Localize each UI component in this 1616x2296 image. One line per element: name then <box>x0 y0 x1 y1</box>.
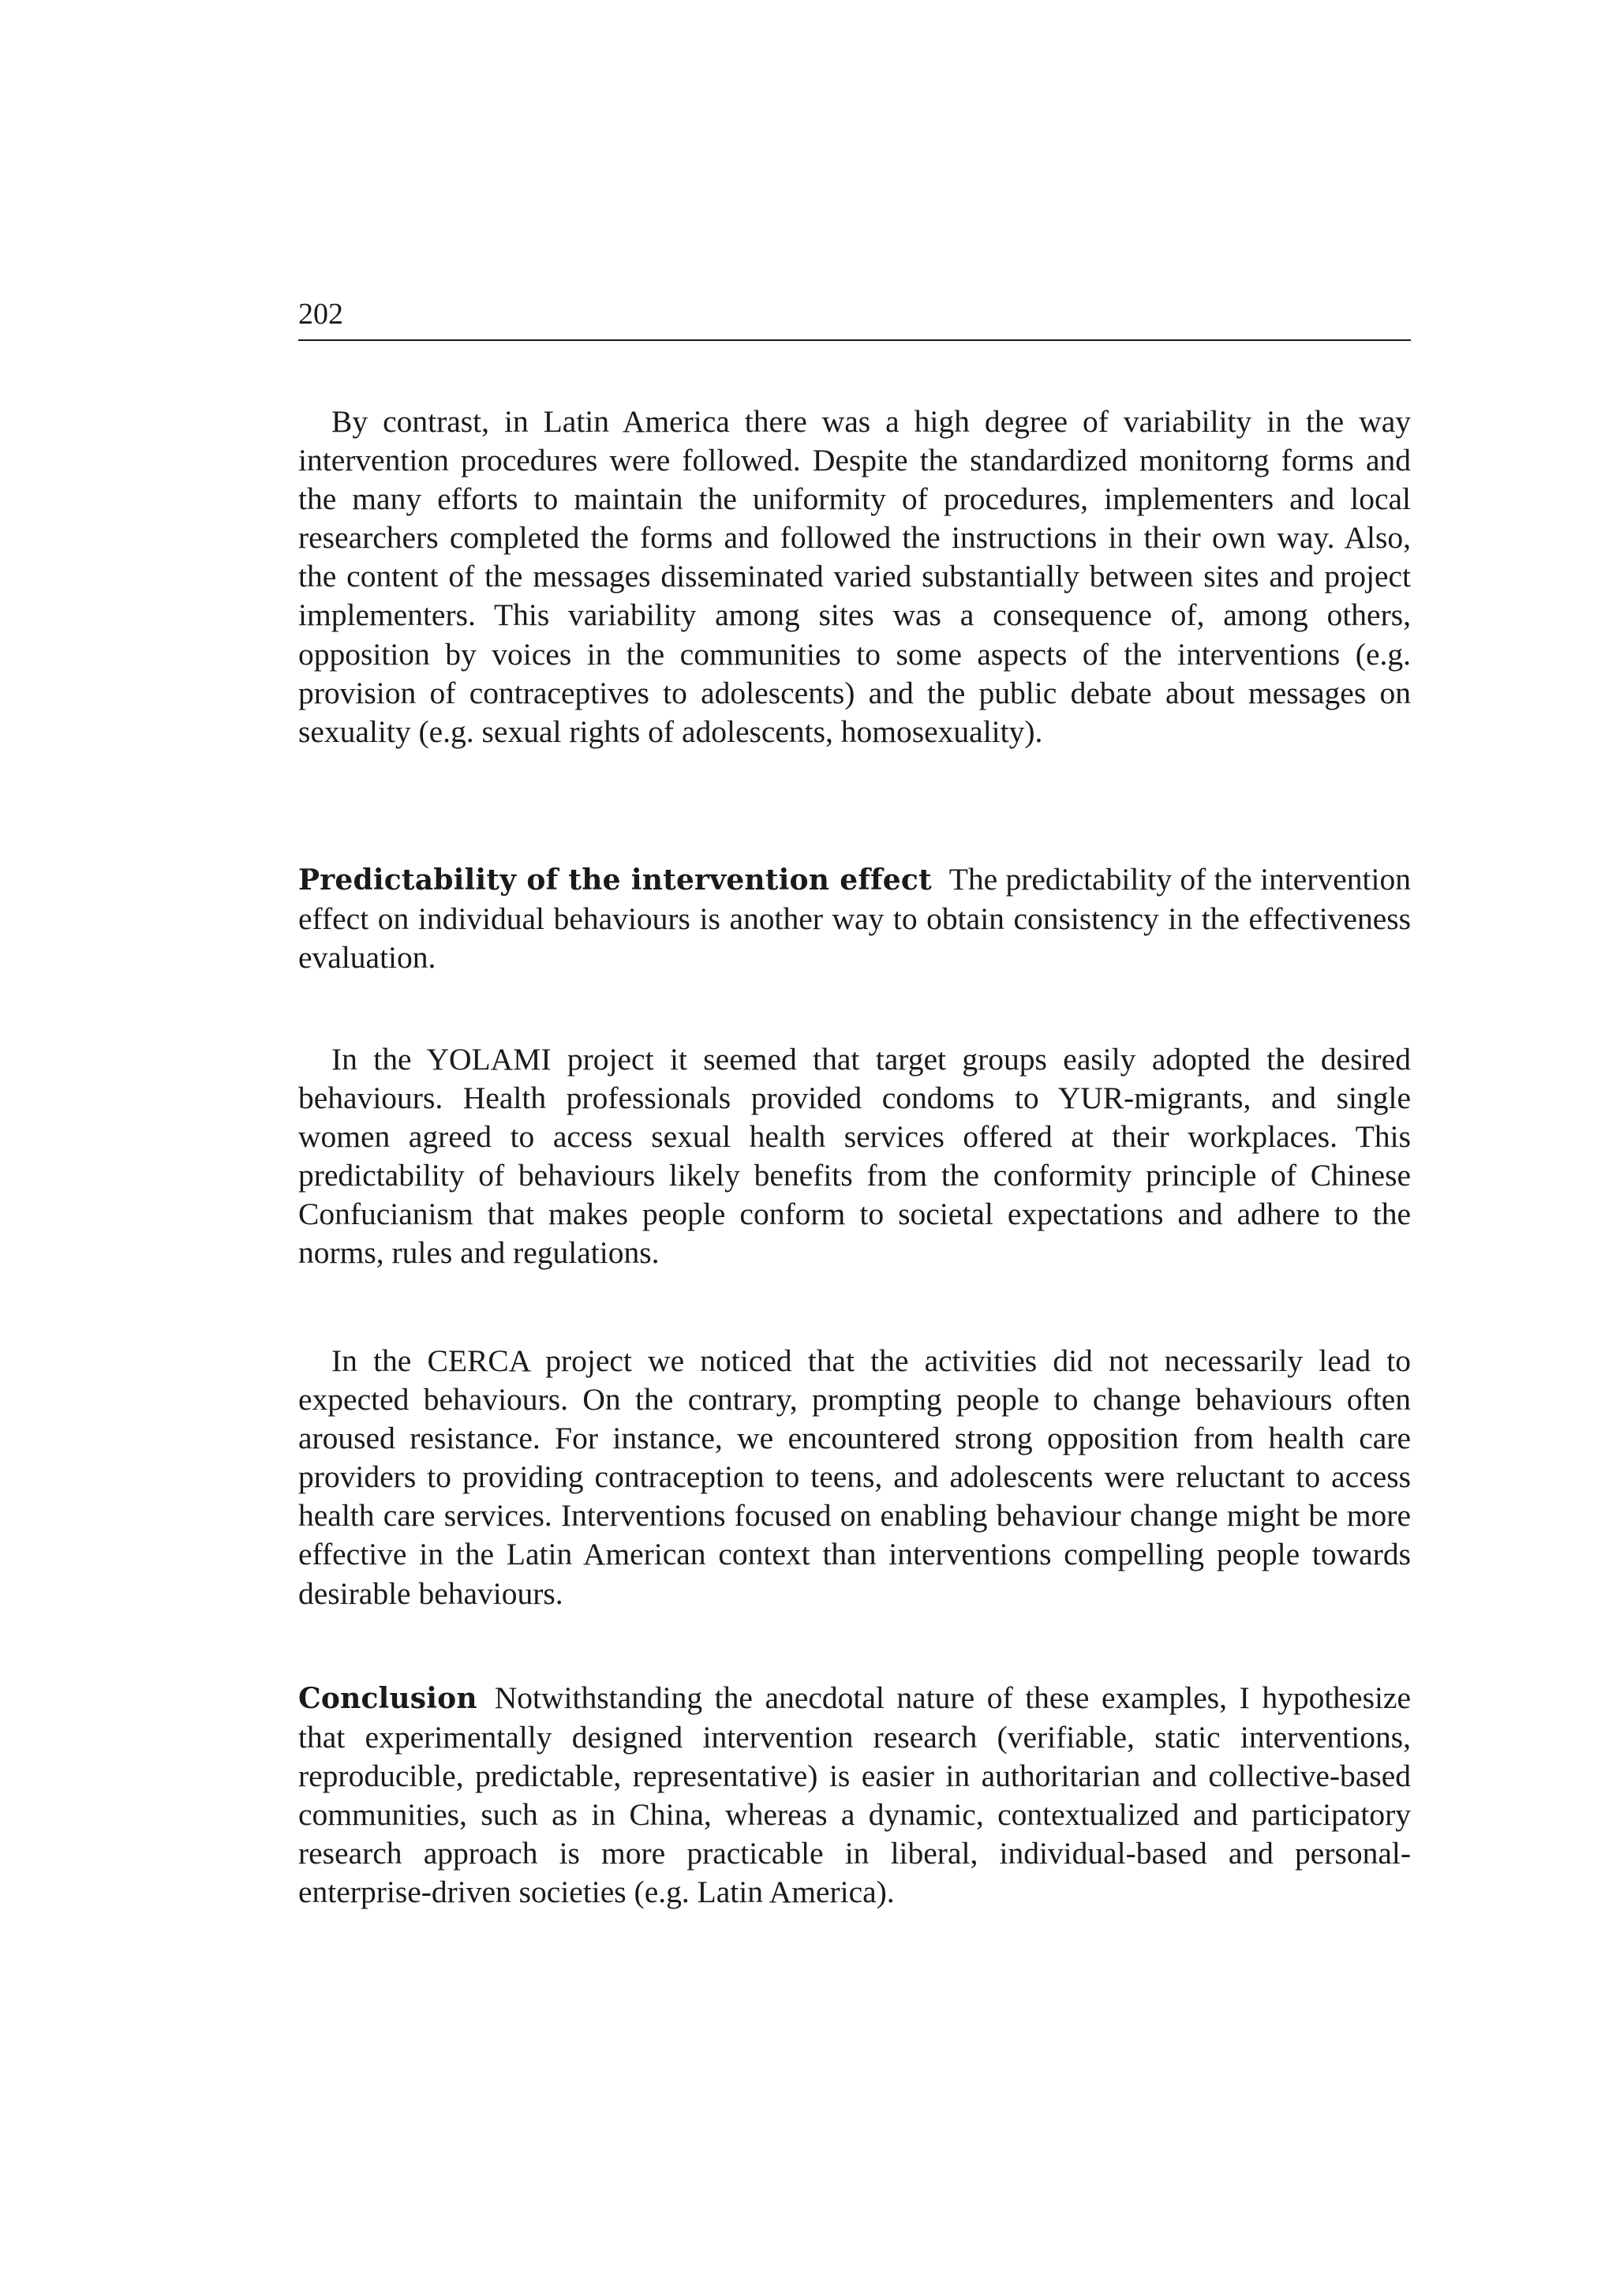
paragraph-text: The predictability of the intervention effect on individual behaviours is another way to obtain consistency in the effectiveness evaluation. <box>298 862 1411 976</box>
section-heading-predictability: Predictability of the intervention effect <box>298 863 932 897</box>
paragraph-text: In the CERCA project we noticed that the activities did not necessarily lead to expected behaviours. On the contrary, prompting people to change behaviours often aroused resistance. For instance, we encountered strong opposition from health care providers to providing contraception to teens, and adolescents were reluctant to access health care services. Interventions focused on enabling behaviour change might be more effective in the Latin American context than interventions compelling people towards desirable behaviours. <box>298 1343 1411 1611</box>
page-number: 202 <box>298 298 343 331</box>
paragraph-content <box>298 1679 1411 1912</box>
paragraph-content <box>298 860 1411 977</box>
paragraph-latin-america-variability <box>298 403 1411 751</box>
paragraph-predictability <box>298 860 1411 977</box>
running-head <box>298 298 1411 341</box>
paragraph-text: By contrast, in Latin America there was a high degree of variability in the way intervention procedures were followed. Despite the standardized monitorng forms and the many efforts to maintain the uniformity of procedures, implementers and local researchers completed the forms and followed the instructions in their own way. Also, the content of the messages disseminated varied substantially between sites and project implementers. This variability among sites was a consequence of, among others, opposition by voices in the communities to some aspects of the interventions (e.g. provision of contraceptives to adolescents) and the public debate about messages on sexuality (e.g. sexual rights of adolescents, homosexuality). <box>298 404 1411 749</box>
paragraph-conclusion <box>298 1679 1411 1912</box>
paragraph-yolami-project <box>298 1040 1411 1273</box>
paragraph-text: Notwithstanding the anecdotal nature of these examples, I hypothesize that experimentally designed intervention research (verifiable, static interventions, reproducible, predictable, representative) is easier in authoritarian and collective-based communities, such as in China, whereas a dynamic, contextualized and participatory research approach is more practicable in liberal, individual-based and personal-enterprise-driven societies (e.g. Latin America). <box>298 1680 1411 1910</box>
paragraph-cerca-project <box>298 1342 1411 1613</box>
page <box>298 0 1411 2296</box>
paragraph-text: In the YOLAMI project it seemed that target groups easily adopted the desired behaviours. Health professionals provided condoms to YUR-migrants, and single women agreed to access sexual health services offered at their workplaces. This predictability of behaviours likely benefits from the conformity principle of Chinese Confucianism that makes people conform to societal expectations and adhere to the norms, rules and regulations. <box>298 1042 1411 1271</box>
section-heading-conclusion: Conclusion <box>298 1682 477 1715</box>
